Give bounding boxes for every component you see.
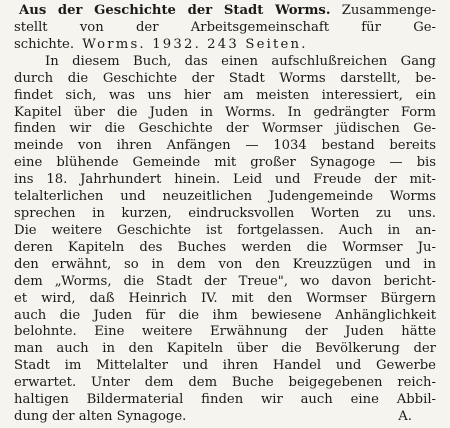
review-line-17: dem „Worms, die Stadt der Treue", wo davon bericht- (14, 273, 436, 289)
reviewer-signature: A. (398, 409, 412, 425)
review-line-19: auch die Juden für die ihm bewiesene Anhänglichkeit (14, 307, 436, 323)
review-line-6: findet sich, was uns hier am meisten interessiert, ein (14, 87, 436, 103)
review-line-8: finden wir die Geschichte der Wormser jüdischen Ge- (14, 121, 436, 137)
final-line-text: dung der alten Synagoge. (14, 409, 187, 425)
book-title: Aus der Geschichte der Stadt Worms. (19, 3, 331, 18)
review-line-23: Stadt im Mittelalter und ihren Handel und Gewerbe (14, 358, 436, 374)
review-line-7: Kapitel über die Juden in Worms. In gedrängter Form (14, 104, 436, 120)
review-line-26 (14, 409, 436, 426)
review-line-11: ins 18. Jahrhundert hinein. Leid und Freude der mit- (14, 172, 436, 188)
review-line-15: deren Kapiteln des Buches werden die Wormser Ju- (14, 239, 436, 255)
review-line-16: den erwähnt, so in dem von den Kreuzzügen und in (14, 256, 436, 272)
line-3-b: Worms. 1932. (82, 36, 201, 52)
review-line-4: In diesem Buch, das einen aufschlußreichen Gang (45, 53, 436, 69)
review-line-2: stellt von der Arbeitsgemeinschaft für Ge- (14, 19, 436, 35)
review-line-1 (19, 3, 436, 20)
review-line-13: sprechen in kurzen, eindrucksvollen Worten zu uns. (14, 206, 436, 222)
review-line-12: telalterlichen und neuzeitlichen Judengemeinde Worms (14, 189, 436, 205)
review-line-25: haltigen Bildermaterial finden wir auch eine Abbil- (14, 392, 436, 408)
review-line-9: meinde von ihren Anfängen — 1034 bestand bereits (14, 138, 436, 154)
review-line-24: erwartet. Unter dem dem Buche beigegebenen reich- (14, 375, 436, 391)
review-line-20: belohnte. Eine weitere Erwähnung der Juden hätte (14, 324, 436, 340)
review-line-10: eine blühende Gemeinde mit großer Synagoge — bis (14, 155, 436, 171)
line-1-text: Zusammenge- (341, 3, 436, 18)
line-3-c: 243 Seiten. (207, 36, 308, 52)
review-line-3 (14, 37, 436, 54)
review-line-14: Die weitere Geschichte ist fortgelassen. Auch in an- (14, 222, 436, 238)
review-line-18: et wird, daß Heinrich IV. mit den Wormser Bürgern (14, 290, 436, 306)
review-line-21: man auch in den Kapiteln über die Bevölkerung der (14, 341, 436, 357)
line-3-a: schichte. (14, 36, 75, 52)
review-line-5: durch die Geschichte der Stadt Worms darstellt, be- (14, 70, 436, 86)
